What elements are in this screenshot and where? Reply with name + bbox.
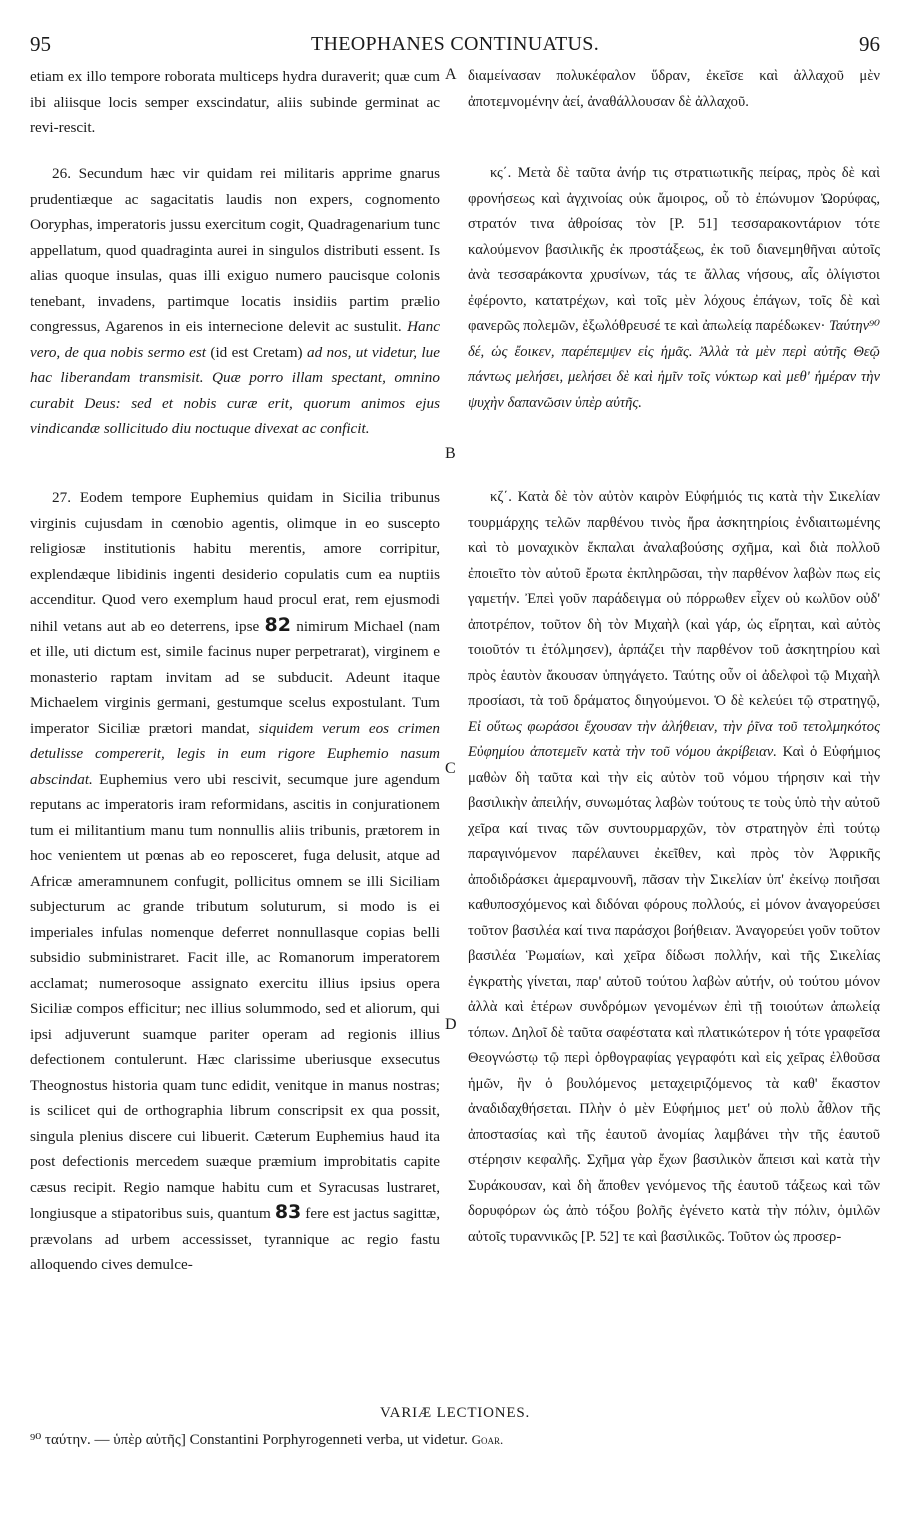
page-marker-82: 82 (264, 613, 291, 636)
latin-text: 26. Secundum hæc vir quidam rei militaris apprime gnarus prudentiæque ac sagacitatis laudis non expers, cognomento Ooryphas, imperatoris jussu exercitum cogit, Quadragenarium tunc appellatum, quod quadraginta aurei in singulos distributi essent. Is alias quoque insulas, quas illi exiguo numero paucisque colonis tenebant, invadens, partimque locatis insidiis partim prælio congressus, Agarenos in eis internecione delevit ac sustulit. (30, 165, 440, 335)
latin-paragraph: etiam ex illo tempore roborata multiceps hydra duraverit; quæ cum ibi aliisque locis semper exscindatur, aliis subinde germinat ac revi-rescit. (30, 68, 440, 136)
page-number-right: 96 (859, 32, 880, 56)
running-title: THEOPHANES CONTINUATUS. (310, 33, 599, 55)
greek-italic-text: Εἰ οὕτως φωράσοι ἔχουσαν τὴν ἀλήθειαν, τὴν ῥῖνα τοῦ τετολμηκότος Εὐφημίου ἀποτεμεῖν κατὰ τὴν τοῦ νόμου ἀκρίβειαν. (468, 718, 880, 760)
page-marker-83: 83 (274, 1201, 302, 1223)
latin-paragraph-27 (30, 485, 440, 1278)
running-header (30, 32, 880, 62)
greek-text: κς΄. Μετὰ δὲ ταῦτα ἀνήρ τις στρατιωτικῆς πείρας, πρὸς δὲ καὶ φρονήσεως καὶ ἀγχινοίας οὐκ ἄμοιρος, οὗ τὸ ἐπώνυμον Ὠορύφας, στρατόν τινα ἀθροίσας τὸν [P. 51] τεσσαρακοντάριον τότε καλούμενον βασιλικῆς ἐκ προστάξεως, ἐκ τοῦ διανεμηθῆναι αὐτοῖς ἀνὰ τεσσαράκοντα χρυσίνων, τάς τε ἄλλας νήσους, αἷς ὀλίγιστοι ἐφέροντο, κατατρέχων, καὶ τοῖς μὲν λόχους ἐπάγων, τοῖς δὲ καὶ φανερῶς πολεμῶν, ἐξωλόθρευσέ τε καὶ ἀπωλείᾳ παρέδωκεν· (468, 165, 880, 334)
greek-italic-text: Ταύτην⁹⁰ δέ, ὡς ἔοικεν, παρέπεμψεν εἰς ἡμᾶς. Ἀλλὰ τὰ μὲν περὶ αὐτῆς Θεῷ πάντως μελήσει, μελήσει δὲ καὶ ἡμῖν τοῖς νύκτωρ καὶ μεθ' ἡμέραν τὴν ψυχὴν δαπανῶσιν ὑπὲρ αὐτῆς. (468, 318, 880, 411)
greek-block-continuation (468, 64, 880, 115)
latin-text: 27. Eodem tempore Euphemius quidam in Sicilia tribunus virginis cujusdam in cœnobio agentis, olimque in eo suscepto religiosæ institutionis habitu merentis, amore corripitur, explendæque libidinis ingenti desiderio copulatis cum ea nuptiis accenditur. Quod vero exemplum haud procul erat, rem ejusmodi nihil vetans aut ab eo deterrens, ipse (30, 489, 440, 635)
page-number-left: 95 (30, 32, 51, 56)
margin-letter-d: D (445, 1016, 457, 1033)
latin-section-27 (30, 485, 440, 1278)
latin-text: (id est Cretam) (206, 343, 307, 361)
latin-italic-text: Hanc vero, de qua nobis sermo est (30, 318, 440, 361)
latin-text: nimirum Michael (nam et ille, uti dictum est, simile facinus nuper perpetrarat), virginem e monasterio raptam invitam ad se subducit. Adeunt itaque Michaelem virginis germani, gestumque scelus expostulant. Tum imperator Siciliæ prætori mandat, (30, 617, 441, 737)
margin-letter-c: C (445, 760, 456, 777)
margin-letter-a: A (445, 66, 457, 83)
latin-italic-text: ad nos, ut videtur, lue hac liberandam transmisit. Quæ porro illam spectant, omnino curabit Deus: sed et nobis curæ erit, quorum animos ejus vindicandæ sollicitudo diu noctuque divexat ac conficit. (30, 343, 440, 437)
variae-lectiones-note (30, 1430, 890, 1449)
latin-section-26 (30, 161, 440, 442)
greek-paragraph: διαμείνασαν πολυκέφαλον ὕδραν, ἐκεῖσε καὶ ἀλλαχοῦ μὲν ἀποτεμνομένην ἀεί, ἀναθάλλουσαν δὲ ἀλλαχοῦ. (468, 68, 880, 110)
latin-text: Euphemius vero ubi rescivit, secumque jure agendum reputans ac imperatoris iram reformidans, ascitis in conjurationem tum ei militantium manu tum nonnullis aliis tribunis, prætorem in hoc venientem ut pœnas ab eo reposceret, fuga delusit, atque ad Africæ ameramnunem confugit, pollicitus omnem se illi Siciliam subjecturum ac grande tributum soluturum, si modo is ei imperiales infulas nomenque deferret nonnullasque copias belli subsidio subministraret. Facit ille, ac Romanorum imperatorem acclamat; numerosoque assignato exercitu illius ipsius opera Siciliæ compos efficitur; nec illius solummodo, sed et aliorum, qui ipsi adjuverunt suamque pariter operam ad regionis illius defectionem contulerunt. Hæc clarissime uberiusque exsecutus Theognostus historia quam tunc edidit, venitque in manus nostras; is scilicet qui de orthographia librum conscripsit ex qua possit, singula plenius discere cui libuerit. Cæterum Euphemius haud ita post defectionis mercedem suæque præmium improbitatis capite cæsus recipit. Regio namque habitu cum et Syracusas lustraret, longiusque a stipatoribus suis, quantum (30, 770, 440, 1222)
variae-lectiones-title: VARIÆ LECTIONES. (379, 1405, 531, 1421)
greek-text: κζ΄. Κατὰ δὲ τὸν αὐτὸν καιρὸν Εὐφήμιός τις κατὰ τὴν Σικελίαν τουρμάρχης τελῶν παρθένου τινὸς ἤρα ἀσκητηρίοις ἐνδιαιτωμένης καὶ τὸ μοναχικὸν ἔκπαλαι ἀναλαβούσης σχῆμα, καὶ διὰ πολλοῦ ἐποιεῖτο τὸν αὐτοῦ ἔρωτα ἐκπληρῶσαι, τὴν παρθένον λαβὼν πως εἰς γαμετήν. Ἐπεὶ γοῦν παράδειγμα οὐ πόρρωθεν εἶχεν οὐ κωλῦον οὐδ' ἀποτρέπον, τοῦτον δὴ τὸν Μιχαὴλ (καὶ γάρ, ὡς εἴρηται, καὶ αὐτὸς τοιοῦτόν τι ἐτόλμησεν), ἁρπάζει τὴν παρθένον τοῦ ἀσκητηρίου καὶ πρὸς ἑαυτὸν ἄκουσαν ὑπηγάγετο. Ταύτης οὖν οἱ ἀδελφοὶ τῷ Μιχαὴλ προσίασι, τὰ τοῦ δράματος διηγούμενοι. Ὁ δὲ κελεύει τῷ στρατηγῷ, (468, 489, 880, 709)
greek-text: Καὶ ὁ Εὐφήμιος μαθὼν δὴ ταῦτα καὶ τὴν εἰς αὐτὸν τοῦ νόμου τήρησιν καὶ τὴν βασιλικὴν ἀπειλήν, συνωμότας λαβὼν τούτους τε τοὺς ὑπὸ τὴν αὐτοῦ χεῖρα καί τινας τῶν συντουρμαρχῶν, τὸν στρατηγὸν ἐπὶ τούτῳ παραγινόμενον παρέλαυνει ἐκεῖθεν, καὶ πρὸς τὸν Ἀφρικῆς ἀποδιδράσκει ἀμεραμνουνῆ, πᾶσαν τὴν Σικελίαν ὑπ' ἐκείνῳ ποιῆσαι καθυποσχόμενος καὶ διδόναι φόρους πολλούς, εἰ μόνον ἀναγορεύσει τοῦτον βασιλέα καί τινα παράσχοι βοήθειαν. Ἀναγορεύει γοῦν τοῦτον βασιλέα Ῥωμαίων, καὶ χεῖρα δίδωσι πολλήν, καὶ τῆς Σικελίας ἐγκρατὴς γίνεται, παρ' αὐτοῦ τούτου λαβὼν αὐτήν, οὐ τούτου μόνον ἀλλὰ καὶ ἑτέρων συνδρόμων γενομένων ἐπὶ τῇ τοιούτων ἀπωλείᾳ τόπων. Δηλοῖ δὲ ταῦτα σαφέστατα καὶ πλατικώτερον ἡ τότε γραφεῖσα Θεογνώστῳ τῷ περὶ ὀρθογραφίας γεγραφότι καὶ εἰς χεῖρας ἐλθοῦσα ἡμῶν, ἣν ὁ βουλόμενος μεταχειριζόμενος τὰ καθ' ἕκαστον ἀναδιδαχθήσεται. Πλὴν ὁ μὲν Εὐφήμιος μετ' οὐ πολὺ ἆθλον τῆς ἀποστασίας καὶ τῆς ἑαυτοῦ ἀνομίας λαμβάνει τὴν τῆς ἑαυτοῦ στέρησιν κεφαλῆς. Σχῆμα γὰρ ἔχων βασιλικὸν ἄπεισι καὶ κατὰ τὴν Συράκουσαν, καὶ δὴ ἄποθεν γενόμενος τῆς ἑαυτοῦ τάξεως καὶ τῶν δορυφόρων ὡς ἀπὸ τόξου βολῆς ἐγένετο κατὰ τὴν πόλιν, ὁμιλῶν αὐτοῖς τυραννικῶς [P. 52] τε καὶ βασιλικῶς. Τοῦτον ὡς προσερ- (468, 744, 880, 1245)
greek-section-26 (468, 161, 880, 416)
variant-note-text: ⁹⁰ ταύτην. — ὑπὲρ αὐτῆς] Constantini Porphyrogenneti verba, ut videtur. (30, 1432, 468, 1448)
latin-italic-text: siquidem verum eos crimen detulisse compererit, legis in eum rigore Euphemio nasum abscindat. (30, 719, 440, 788)
latin-block-continuation (30, 64, 440, 141)
greek-paragraph-27 (468, 485, 880, 1250)
variant-note-attribution: Goar. (471, 1432, 504, 1447)
margin-letter-b: B (445, 445, 456, 462)
greek-paragraph-26 (468, 161, 880, 416)
latin-paragraph-26 (30, 161, 440, 442)
latin-text: fere est jactus sagittæ, prævolans ad urbem accessisset, tyrannique ac regio fastu alloquendo cives demulce- (30, 1205, 440, 1273)
greek-section-27 (468, 485, 880, 1250)
